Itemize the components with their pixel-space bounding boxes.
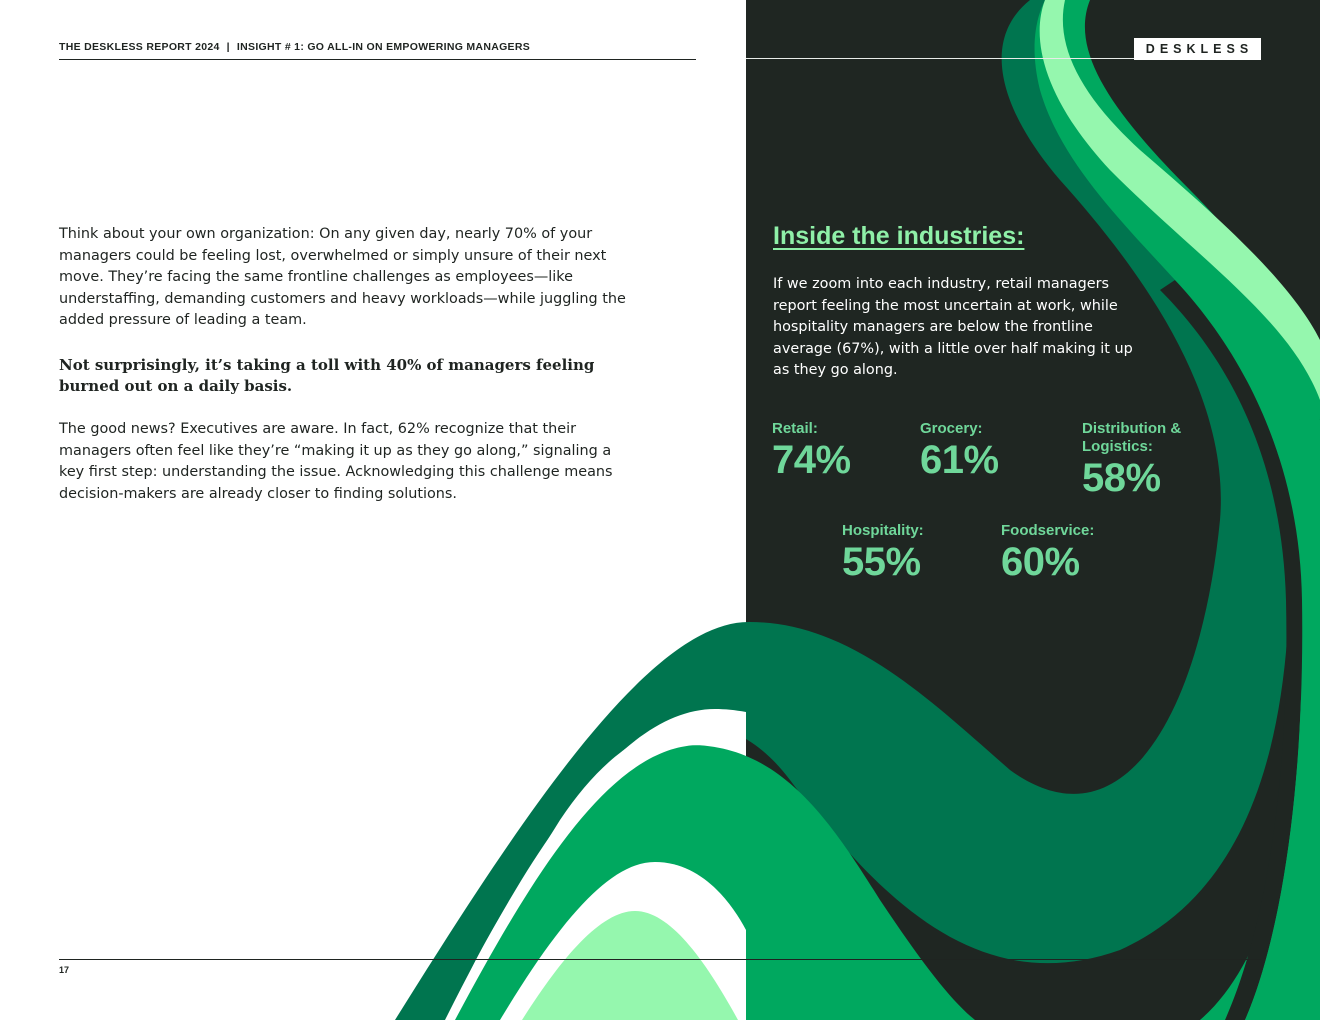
stat-hospitality bbox=[842, 522, 924, 584]
stat-label: Hospitality: bbox=[842, 522, 924, 539]
stat-retail bbox=[772, 420, 851, 482]
stat-distribution-logistics bbox=[1082, 420, 1181, 500]
executives-paragraph: The good news? Executives are aware. In fact, 62% recognize that their managers often feel like they’re “making it up as they go along,” signaling a key first step: understanding the issue. Acknowledging this challenge means decision-makers are already closer to finding solutions. bbox=[59, 421, 613, 502]
industries-paragraph: If we zoom into each industry, retail managers report feeling the most uncertain at work, while hospitality managers are below the frontline average (67%), with a little over half making it up as they go along. bbox=[773, 276, 1133, 379]
burnout-paragraph: Not surprisingly, it’s taking a toll with 40% of managers feeling burned out on a daily basis. bbox=[59, 356, 595, 395]
deskless-logo: DESKLESS bbox=[1134, 38, 1261, 60]
stat-grocery bbox=[920, 420, 999, 482]
header-separator: | bbox=[226, 41, 230, 53]
industries-heading: Inside the industries: bbox=[773, 222, 1025, 250]
stat-foodservice bbox=[1001, 522, 1094, 584]
stat-label: Distribution & Logistics: bbox=[1082, 420, 1182, 455]
stat-value: 61% bbox=[920, 438, 999, 482]
stat-label: Retail: bbox=[772, 420, 818, 437]
running-header bbox=[59, 41, 696, 60]
page-number: 17 bbox=[59, 965, 70, 975]
intro-paragraph: Think about your own organization: On any given day, nearly 70% of your managers could be feeling lost, overwhelmed or simply unsure of their next move. They’re facing the same frontline challenges as employees—like understaffing, demanding customers and heavy workloads—while juggling the added pressure of leading a team. bbox=[59, 226, 626, 329]
stat-value: 58% bbox=[1082, 456, 1161, 500]
stat-value: 55% bbox=[842, 540, 921, 584]
stat-value: 60% bbox=[1001, 540, 1080, 584]
footer-rule bbox=[59, 959, 1261, 960]
report-title: THE DESKLESS REPORT 2024 bbox=[59, 41, 220, 53]
insight-title: INSIGHT # 1: GO ALL-IN ON EMPOWERING MANAGERS bbox=[236, 41, 531, 53]
stat-label: Foodservice: bbox=[1001, 522, 1095, 539]
stat-label: Grocery: bbox=[920, 420, 983, 437]
stat-value: 74% bbox=[772, 438, 851, 482]
